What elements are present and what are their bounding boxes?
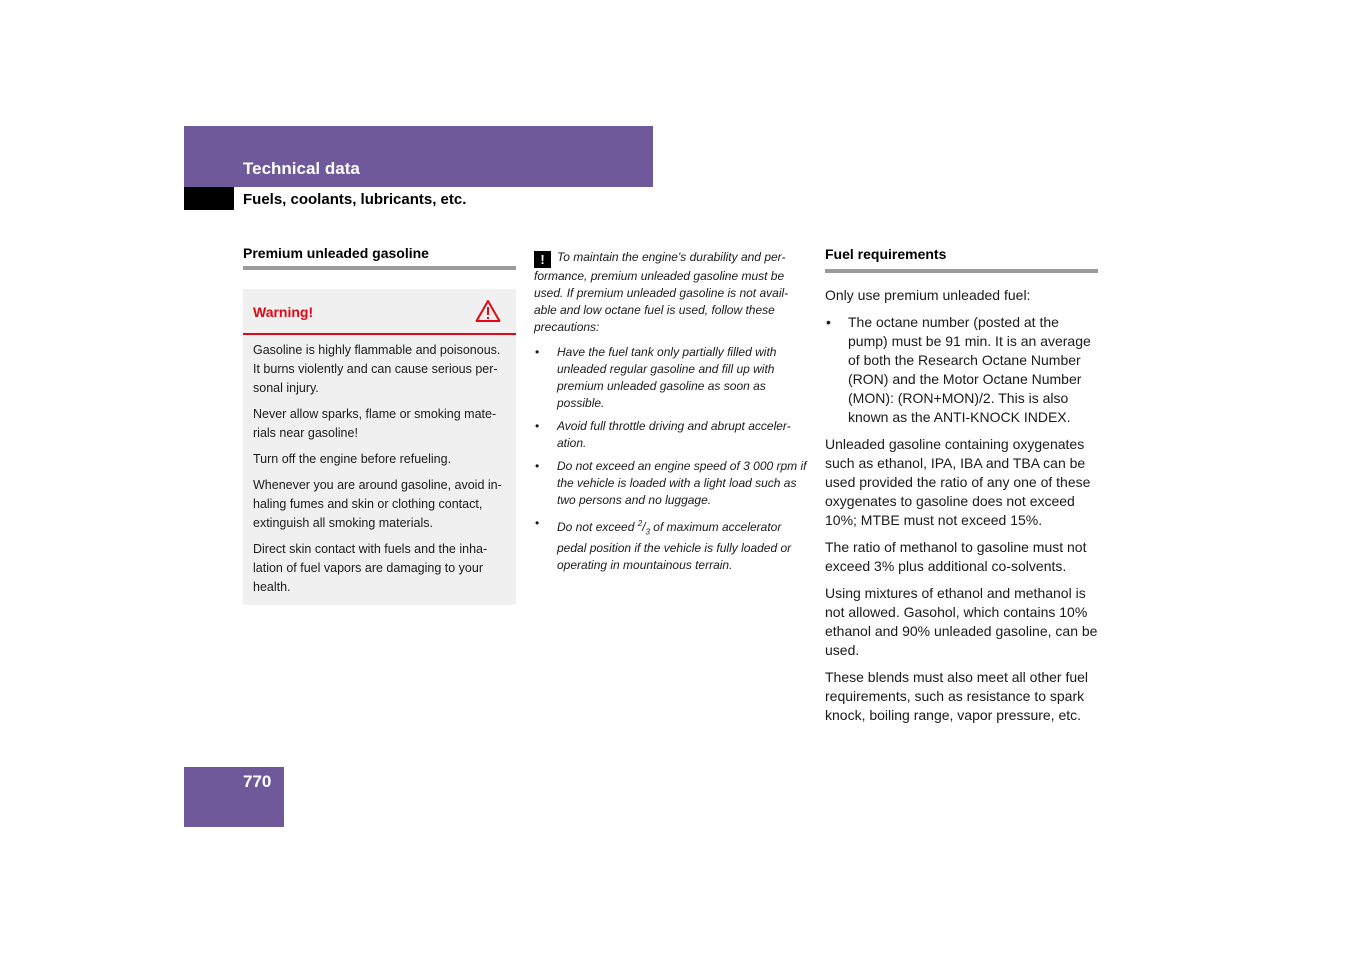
exclamation-icon: ! <box>534 251 551 268</box>
item-suffix: of maximum accelerator pedal position if the vehicle is fully loaded or operating in mountainous terrain. <box>557 520 792 573</box>
list-item: • The octane number (posted at the pump) must be 91 min. It is an average of both the Research Octane Number (RON) and the Motor Octane Number (MON): (RON+MON)/2. This is also known as the ANTI-KNOCK INDEX. <box>825 313 1098 427</box>
fraction-slash: / <box>642 520 646 534</box>
notice-paragraph <box>534 249 808 336</box>
list-item: • Avoid full throttle driving and abrupt acceler-ation. <box>534 418 808 452</box>
fraction <box>637 519 650 537</box>
section-tab-marker <box>184 187 234 210</box>
item-prefix: Do not exceed <box>557 520 638 534</box>
list-item: • Have the fuel tank only partially filled with unleaded regular gasoline and fill up with premium unleaded gasoline as soon as possible. <box>534 344 808 412</box>
fraction-numerator: 2 <box>637 519 643 528</box>
warning-box <box>243 289 516 605</box>
warning-paragraph: Direct skin contact with fuels and the inha-lation of fuel vapors are damaging to your health. <box>253 542 488 594</box>
fuel-requirements-heading: Fuel requirements <box>825 245 1098 273</box>
premium-gasoline-heading: Premium unleaded gasoline <box>243 245 516 270</box>
body-paragraph: The ratio of methanol to gasoline must not exceed 3% plus additional co-solvents. <box>825 539 1087 574</box>
fraction-denominator: 3 <box>645 527 650 537</box>
list-item: • Do not exceed an engine speed of 3 000 rpm if the vehicle is loaded with a light load such as two persons and no luggage. <box>534 458 808 509</box>
body-paragraph: Unleaded gasoline containing oxygenates such as ethanol, IPA, IBA and TBA can be used provided the ratio of any one of these oxygenates to gasoline does not exceed 10%; MTBE must not exceed 15%. <box>825 436 1091 528</box>
left-column <box>243 245 516 605</box>
section-subtitle: Fuels, coolants, lubricants, etc. <box>243 191 467 208</box>
notice-text: To maintain the engine's durability and per-formance, premium unleaded gasoline must be used. If premium unleaded gasoline is not avail-able and low octane fuel is used, follow these precautions: <box>534 250 789 334</box>
middle-column <box>534 245 808 580</box>
warning-label: Warning! <box>253 304 314 320</box>
octane-list <box>825 313 1098 427</box>
warning-header <box>243 289 516 335</box>
warning-paragraph: Whenever you are around gasoline, avoid in-haling fumes and skin or clothing contact, extinguish all smoking materials. <box>253 478 502 530</box>
precautions-list <box>534 344 808 574</box>
list-item <box>534 515 808 574</box>
warning-triangle-icon <box>475 299 501 323</box>
page-number: 770 <box>243 772 272 791</box>
chapter-title: Technical data <box>243 159 360 178</box>
warning-paragraph: Turn off the engine before refueling. <box>253 452 452 466</box>
intro-paragraph: Only use premium unleaded fuel: <box>825 287 1031 303</box>
body-paragraph: These blends must also meet all other fuel requirements, such as resistance to spark knock, boiling range, vapor pressure, etc. <box>825 669 1089 723</box>
right-column <box>825 245 1098 733</box>
body-paragraph: Using mixtures of ethanol and methanol is not allowed. Gasohol, which contains 10% ethanol and 90% unleaded gasoline, can be used. <box>825 585 1098 658</box>
warning-paragraph: Gasoline is highly flammable and poisonous. It burns violently and can cause serious per-sonal injury. <box>253 343 501 395</box>
warning-body <box>243 335 516 605</box>
warning-paragraph: Never allow sparks, flame or smoking mate-rials near gasoline! <box>253 407 497 440</box>
